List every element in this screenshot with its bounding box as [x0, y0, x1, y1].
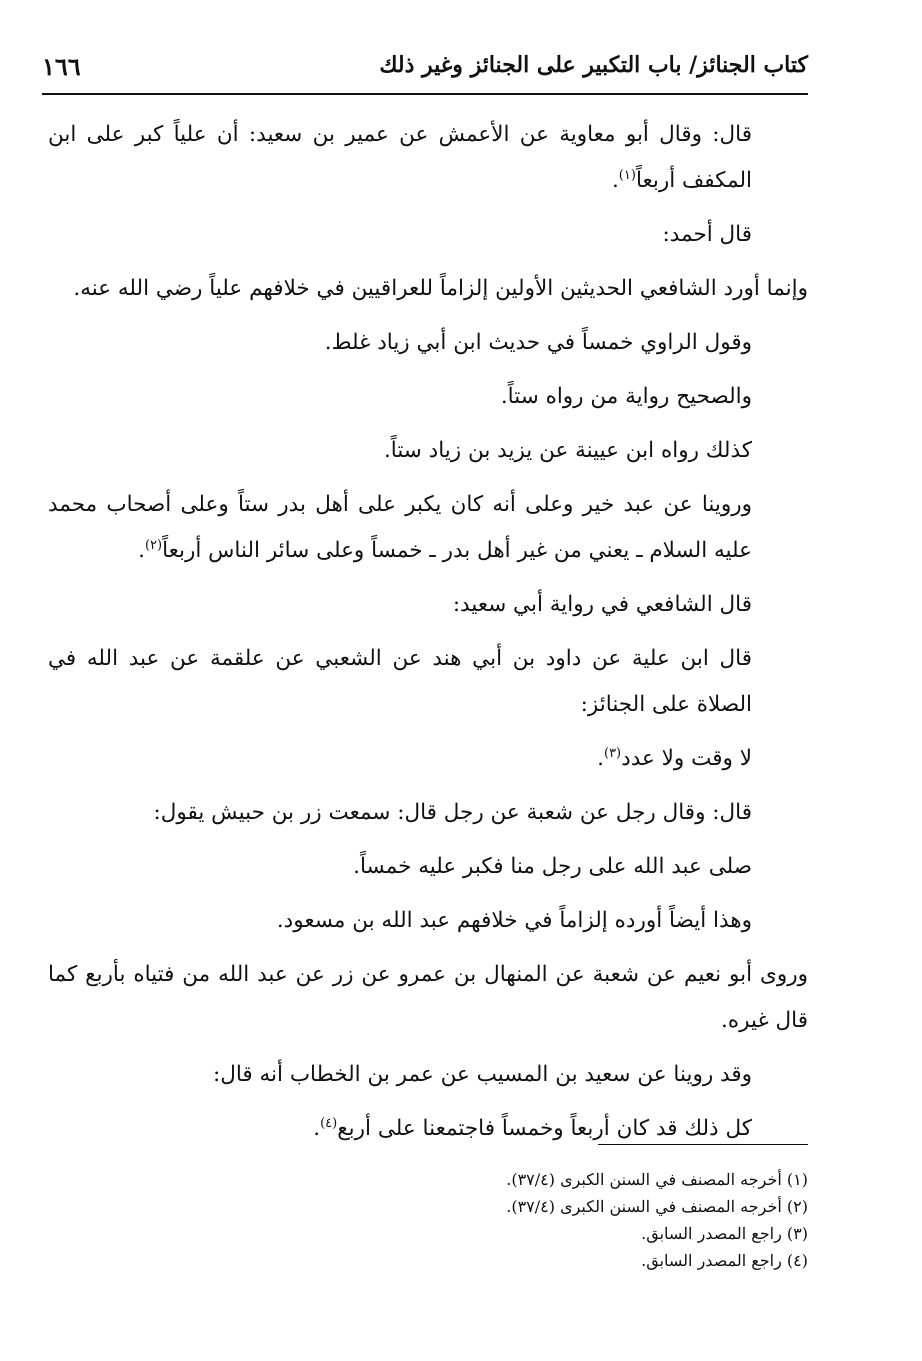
footnote-text: أخرجه المصنف في السنن الكبرى (٣٧/٤).: [506, 1197, 782, 1216]
paragraph: [48, 898, 808, 944]
main-text: [48, 112, 808, 1160]
paragraph-text: قال: وقال رجل عن شعبة عن رجل قال: سمعت زر بن حبيش يقول:: [153, 800, 752, 825]
paragraph: [48, 790, 808, 836]
paragraph: [48, 112, 808, 204]
paragraph-text: والصحيح رواية من رواه ستاً.: [500, 384, 752, 409]
paragraph-text: قال ابن علية عن داود بن أبي هند عن الشعبي عن علقمة عن عبد الله في الصلاة على الجنائز:: [48, 646, 752, 717]
page-number: ١٦٦: [42, 52, 81, 81]
paragraph: [48, 636, 808, 728]
paragraph-text: لا وقت ولا عدد: [621, 746, 752, 771]
paragraph-text: كل ذلك قد كان أربعاً وخمساً فاجتمعنا على أربع: [337, 1116, 752, 1141]
footnote-reference[interactable]: (٢): [144, 537, 163, 553]
paragraph: [48, 320, 808, 366]
paragraph: [48, 266, 808, 312]
footnote-reference[interactable]: (٣): [603, 745, 622, 761]
footnote-text: راجع المصدر السابق.: [641, 1224, 782, 1243]
footnote-number: (٤): [786, 1251, 808, 1270]
paragraph: [48, 374, 808, 420]
paragraph-text: وهذا أيضاً أورده إلزاماً في خلافهم عبد الله بن مسعود.: [276, 908, 752, 933]
paragraph-end-punctuation: .: [611, 168, 619, 193]
paragraph: [48, 1106, 808, 1152]
paragraph-text: وقد روينا عن سعيد بن المسيب عن عمر بن الخطاب أنه قال:: [212, 1062, 752, 1087]
footnote: [48, 1193, 808, 1220]
footnote-text: راجع المصدر السابق.: [641, 1251, 782, 1270]
header-divider: [42, 93, 808, 95]
paragraph-text: كذلك رواه ابن عيينة عن يزيد بن زياد ستاً.: [383, 438, 752, 463]
paragraph: [48, 212, 808, 258]
paragraph-text: وروينا عن عبد خير وعلى أنه كان يكبر على أهل بدر ستاً وعلى أصحاب محمد عليه السلام ـ يعني من غير أهل بدر ـ خمساً وعلى سائر الناس أربعاً: [48, 492, 752, 563]
footnote-divider: [598, 1144, 808, 1145]
footnotes: [48, 1166, 808, 1274]
footnote-number: (٢): [786, 1197, 808, 1216]
footnote-text: أخرجه المصنف في السنن الكبرى (٣٧/٤).: [506, 1170, 782, 1189]
paragraph-text: قال الشافعي في رواية أبي سعيد:: [452, 592, 752, 617]
paragraph: [48, 952, 808, 1044]
paragraph-text: قال أحمد:: [662, 222, 752, 247]
footnote-number: (٣): [786, 1224, 808, 1243]
footnote-reference[interactable]: (١): [618, 167, 636, 183]
paragraph: [48, 428, 808, 474]
paragraph-end-punctuation: .: [597, 746, 604, 771]
footnote: [48, 1166, 808, 1193]
footnote: [48, 1247, 808, 1274]
footnote-reference[interactable]: (٤): [320, 1115, 338, 1131]
paragraph-end-punctuation: .: [313, 1116, 321, 1141]
paragraph-end-punctuation: .: [138, 538, 145, 563]
paragraph-text: وروى أبو نعيم عن شعبة عن المنهال بن عمرو عن زر عن عبد الله من فتياه بأربع كما قال غيره.: [48, 962, 808, 1033]
paragraph: [48, 736, 808, 782]
paragraph: [48, 1052, 808, 1098]
paragraph-text: قال: وقال أبو معاوية عن الأعمش عن عمير بن سعيد: أن علياً كبر على ابن المكفف أربعاً: [48, 122, 752, 193]
paragraph-text: وقول الراوي خمساً في حديث ابن أبي زياد غلط.: [324, 330, 752, 355]
paragraph: [48, 482, 808, 574]
running-header: [42, 52, 808, 96]
footnote: [48, 1220, 808, 1247]
chapter-title: كتاب الجنائز/ باب التكبير على الجنائز وغير ذلك: [379, 52, 808, 78]
paragraph: [48, 582, 808, 628]
paragraph-text: صلى عبد الله على رجل منا فكبر عليه خمساً.: [353, 854, 752, 879]
paragraph-text: وإنما أورد الشافعي الحديثين الأولين إلزاماً للعراقيين في خلافهم علياً رضي الله عنه.: [73, 276, 808, 301]
footnote-number: (١): [786, 1170, 808, 1189]
paragraph: [48, 844, 808, 890]
